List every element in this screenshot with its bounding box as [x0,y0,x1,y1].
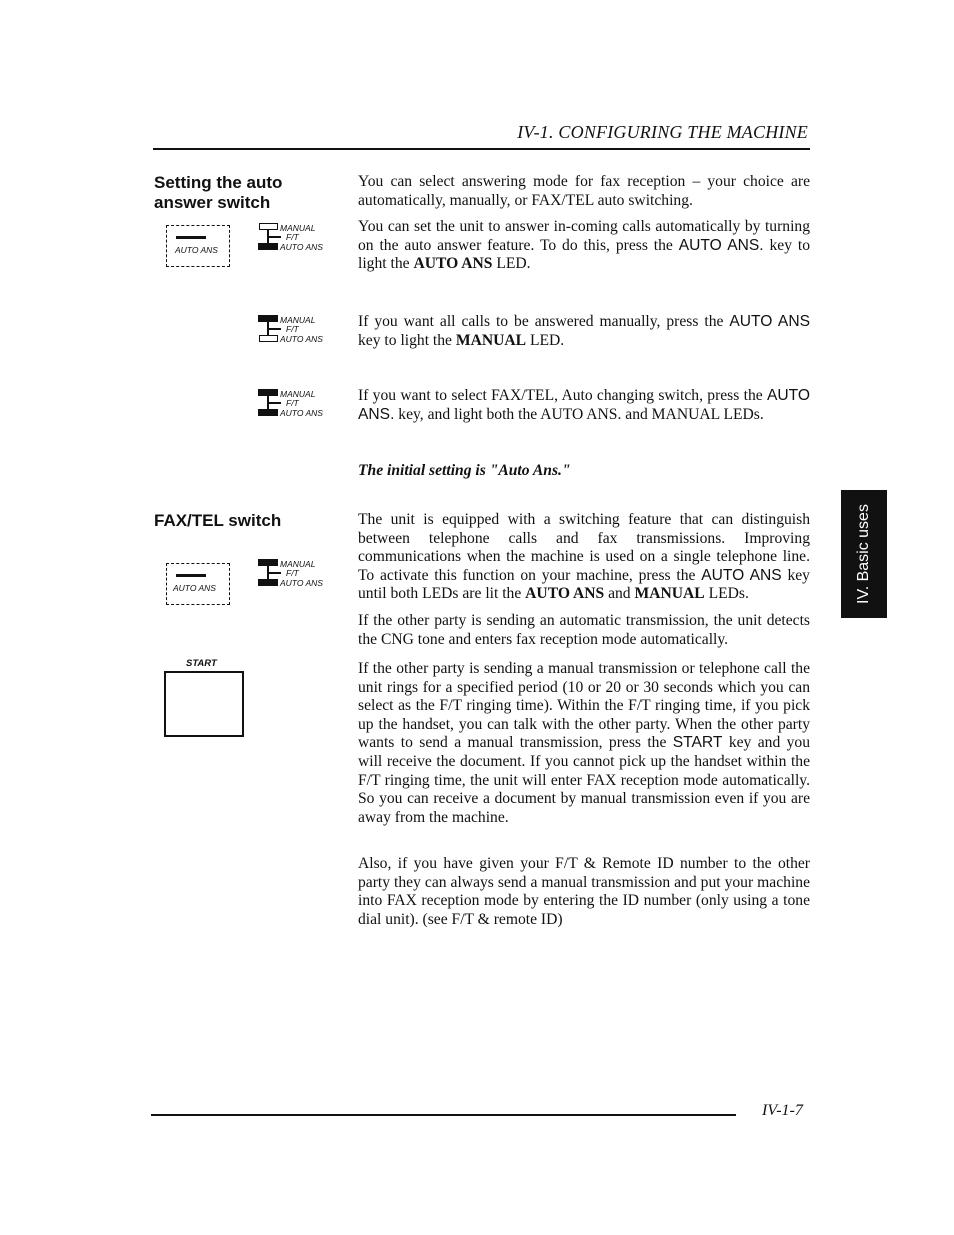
key-bar-icon [176,574,206,577]
manual-label: MANUAL [280,315,316,325]
page-number: IV-1-7 [762,1102,803,1119]
manual-led-off-icon [259,223,278,230]
paragraph [358,660,810,827]
chapter-tab [841,490,887,618]
auto-ans-key-label: AUTO ANS [173,583,216,593]
led-name: AUTO ANS [525,585,605,603]
paragraph: You can select answering mode for fax reception – your choice are automatically, manually, or FAX/TEL auto switching. [358,173,810,209]
auto-ans-led-on-icon [258,579,278,586]
key-name: AUTO ANS. [358,387,810,423]
text: key, and light both the AUTO ANS. and MANUAL LEDs. [394,405,764,423]
auto-ans-key-label: AUTO ANS [175,245,218,255]
text: key to light the [358,236,810,273]
manual-led-on-icon [258,559,278,566]
text: LEDs. [704,585,749,603]
text: If you want to select FAX/TEL, Auto changing switch, press the [358,387,767,404]
ft-label: F/T [286,232,299,242]
manual-label: MANUAL [280,223,316,233]
header-rule [153,148,810,150]
text: LED. [492,255,531,273]
section-heading-fax-tel: FAX/TEL switch [154,511,282,530]
auto-ans-key-diagram [166,563,230,605]
led-name: MANUAL [455,331,527,349]
led-diagram-manual [258,314,328,348]
text: key until both LEDs are lit the [358,566,810,603]
connector-line [267,572,281,574]
text: If the other party is sending a manual transmission or telephone call the unit rings for a specified period (10 or 20 or 30 seconds which you can select as the F/T ringing time). Within the F/T ringing time, if you pick up the handset, you can talk with the other party. When the other party wants to send a manual transmission, press the [358,660,810,752]
text: LED. [526,331,565,349]
section-heading-auto-answer [154,173,282,213]
text: If you want all calls to be answered manually, press the [358,313,730,330]
chapter-tab-label: IV. Basic uses [855,504,872,604]
led-diagram-fax-tel [258,388,328,422]
led-name: AUTO ANS [413,255,493,273]
paragraph [358,511,810,604]
ft-label: F/T [286,398,299,408]
connector-line [267,328,281,330]
key-name: AUTO ANS. [678,236,764,254]
ft-label: F/T [286,324,299,334]
key-name: START [672,734,723,752]
auto-ans-label: AUTO ANS [280,408,323,418]
heading-line: Setting the auto [154,173,283,192]
start-key-diagram [164,671,244,737]
heading-line: answer switch [154,193,271,212]
auto-ans-led-on-icon [258,243,278,250]
key-bar-icon [176,236,206,239]
paragraph [358,313,810,350]
led-diagram-auto [258,222,328,256]
auto-ans-led-off-icon [259,335,278,342]
footer-rule [151,1114,736,1116]
text: You can set the unit to answer in-coming calls automatically by turning on the auto answer feature. To do this, press the [358,218,810,254]
manual-label: MANUAL [280,559,316,569]
ft-label: F/T [286,568,299,578]
key-name: AUTO ANS [729,313,810,330]
connector-line [267,236,281,238]
connector-line [267,402,281,404]
led-diagram-fax-tel [258,558,328,592]
running-header: IV-1. CONFIGURING THE MACHINE [517,122,808,142]
paragraph: Also, if you have given your F/T & Remote ID number to the other party they can always send a manual transmission and put your machine into FAX reception mode by entering the ID number (only using a tone dial unit). (see F/T & remote ID) [358,855,810,928]
manual-led-on-icon [258,389,278,396]
initial-setting-note: The initial setting is "Auto Ans." [358,462,571,479]
key-name: AUTO ANS [701,566,782,584]
manual-led-on-icon [258,315,278,322]
paragraph: If the other party is sending an automatic transmission, the unit detects the CNG tone and enters fax reception mode automatically. [358,612,810,648]
auto-ans-label: AUTO ANS [280,242,323,252]
manual-label: MANUAL [280,389,316,399]
auto-ans-label: AUTO ANS [280,578,323,588]
auto-ans-key-diagram [166,225,230,267]
auto-ans-led-on-icon [258,409,278,416]
text: and [604,585,635,603]
text: key and you will receive the document. If you cannot pick up the handset within the F/T ringing time, the unit will enter FAX reception mode automatically. So you can receive a document by manual transmission even if you are away from the machine. [358,734,811,826]
auto-ans-label: AUTO ANS [280,334,323,344]
text: The unit is equipped with a switching feature that can distinguish between telephone calls and fax transmissions. Improving communications when the machine is used on a single telephone line. To activate this function on your machine, press the [358,511,810,584]
paragraph [358,387,810,424]
text: key to light the [358,331,456,349]
led-name: MANUAL [634,585,705,603]
start-key-label: START [186,658,217,669]
paragraph [358,218,810,274]
